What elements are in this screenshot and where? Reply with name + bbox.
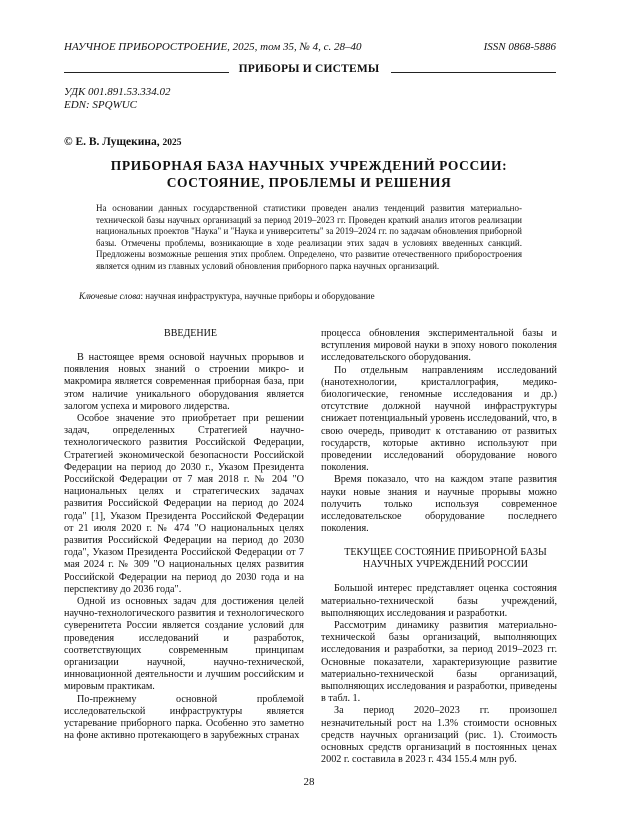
article-title: ПРИБОРНАЯ БАЗА НАУЧНЫХ УЧРЕЖДЕНИЙ РОССИИ: СОСТОЯНИЕ, ПРОБЛЕМЫ И РЕШЕНИЯ [110,158,508,190]
section-title: ПРИБОРЫ И СИСТЕМЫ [238,63,380,75]
paragraph: За период 2020–2023 гг. произошел незначительный рост на 1.3% стоимости основных средств научных организаций (рис. 1). Стоимость основных средств организаций в постоянных ценах 2002 г. составила в 2023 г. 434 155.4 млн руб. [321,705,557,766]
udk-code: УДК 001.891.53.334.02 [64,86,171,98]
paragraph: Большой интерес представляет оценка состояния материально-технической базы учреждений, выполняющих исследования и разработки. [321,583,557,619]
abstract: На основании данных государственной статистики проведен анализ тенденций развития материально-технической базы научных организаций за период 2019–2023 гг. Проведен краткий анализ итогов реализации национальных проектов "Наука" и "Наука и университеты" за 2019–2024 гг. по задачам обновления приборной базы. Отмечены проблемы, возникающие в ходе реализации этих задач в условиях введенных санкций. Предложены возможные решения этих проблем. Определено, что развитие отечественного приборостроения является одним из главных условий обновления приборного парка научных организаций. [96,203,522,271]
issn: ISSN 0868-5886 [483,41,556,53]
left-column [64,328,304,743]
author-year: 2025 [162,138,182,148]
paragraph: В настоящее время основой научных прорывов и появления новых знаний о строении микро- и макромира является современная приборная база, при этом наличие уникального оборудования является залогом успеха и мирового лидерства. [64,352,304,412]
edn-code: EDN: SPQWUC [64,99,138,111]
paragraph: По-прежнему основной проблемой исследовательской инфраструктуры является устаревание приборного парка. Особенно это заметно на фоне активно протекающего в зарубежных странах [64,693,304,742]
current-state-heading-line2: НАУЧНЫХ УЧРЕЖДЕНИЙ РОССИИ [363,559,528,571]
keywords [79,291,558,302]
journal-citation: НАУЧНОЕ ПРИБОРОСТРОЕНИЕ, 2025, том 35, № 4, с. 28–40 [64,41,362,53]
page-number: 28 [303,776,315,788]
paragraph: Особое значение это приобретает при решении задач, определенных Стратегией научно-технологического развития Российской Федерации, Стратегией экономической безопасности Российской Федерации на период до 2030 г., Указом Президента Российской Федерации от 7 мая 2018 г. № 204 "О национальных целях и стратегических задачах развития Российской Федерации на период до 2024 года" [1], Указом Президента Российской Федерации от 21 июля 2020 г. № 474 "О национальных целях развития Российской Федерации на период до 2030 года", Указом Президента Российской Федерации от 7 мая 2024 г. № 309 "О национальных целях развития Российской Федерации на период до 2030 года и на перспективу до 2036 года". [64,413,304,595]
paragraph: Время показало, что на каждом этапе развития науки новые знания и научные прорывы можно получить только используя современное исследовательское оборудование последнего поколения. [321,474,557,535]
copyright-sign: © [64,136,73,148]
paragraph: Одной из основных задач для достижения целей научно-технологического развития и технологического суверенитета России является создание условий для проведения исследований и разработок, соответствующих современным принципам организации научной, научно-технической, инновационной деятельности и лучшим российским и мировым практикам. [64,596,304,693]
keywords-label: Ключевые слова [79,291,141,301]
current-state-heading-line1: ТЕКУЩЕЕ СОСТОЯНИЕ ПРИБОРНОЙ БАЗЫ [344,547,547,559]
paragraph: По отдельным направлениям исследований (нанотехнологии, кристаллография, медико-биологические, геномные исследования и др.) отсутствие должной научной инфраструктуры снижает потенциальный уровень исследований, что, в свою очередь, приводит к отставанию от развитых государств, которые активно используют при проведении исследований оборудование нового поколения. [321,364,557,474]
author-name: Е. В. Лущекина, [75,136,160,148]
paragraph: Рассмотрим динамику развития материально-технической базы организаций, выполняющих исследования и разработки, за период 2019–2023 гг. Основные показатели, характеризующие развитие материально-технической базы организаций, выполняющих исследования и разработки, приведены в табл. 1. [321,620,557,705]
right-column [321,328,557,767]
keywords-text: : научная инфраструктура, научные приборы и оборудование [140,291,375,301]
author-line [64,136,182,148]
section-rule-right [391,72,556,73]
intro-heading: ВВЕДЕНИЕ [164,328,217,339]
paragraph: процесса обновления экспериментальной базы и вступления мировой науки в эпоху нового поколения исследовательского оборудования. [321,328,557,364]
